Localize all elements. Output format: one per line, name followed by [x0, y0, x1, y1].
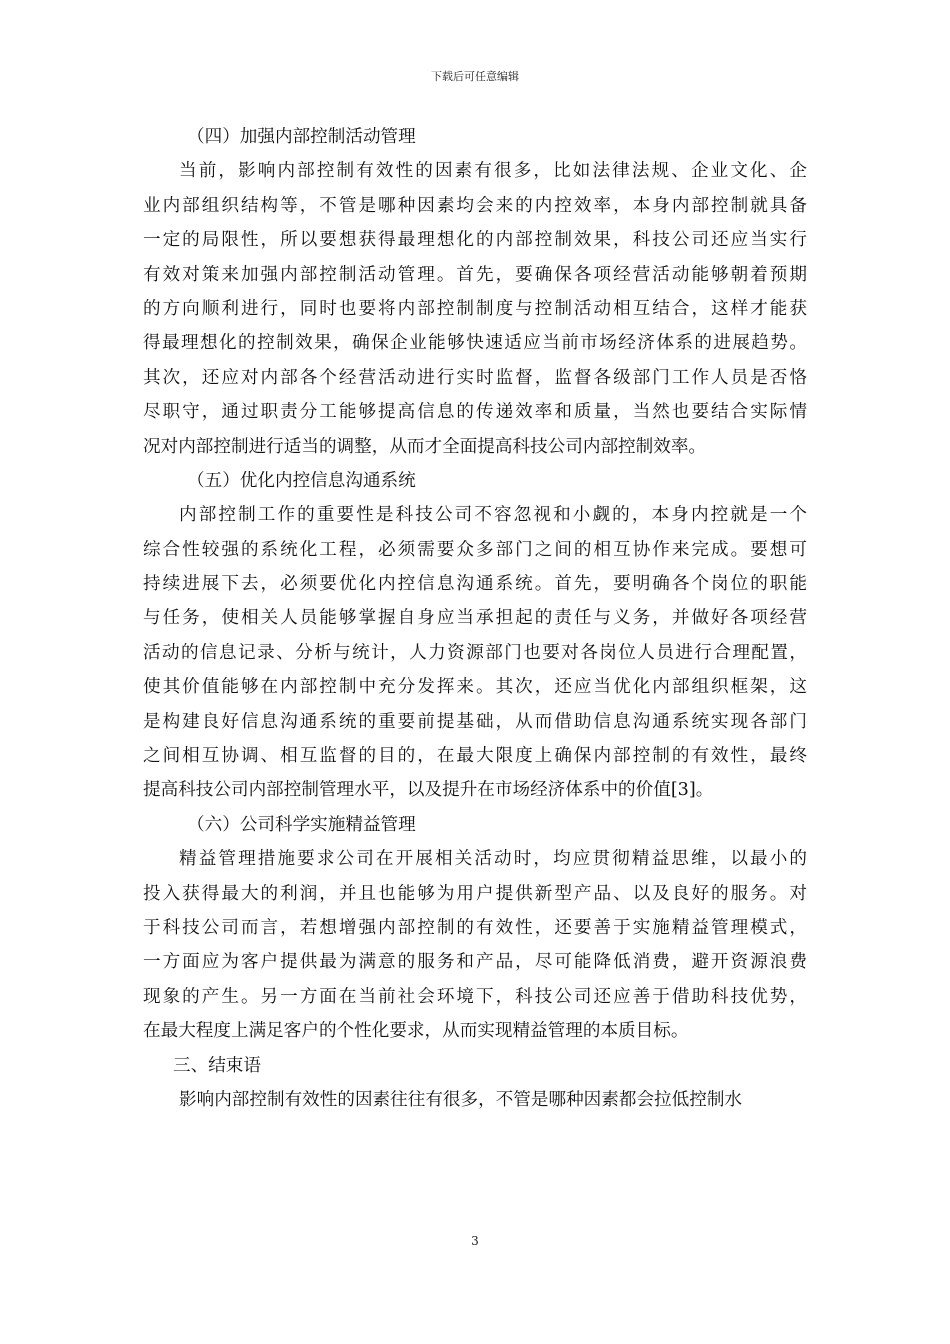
paragraph-line: 内部控制工作的重要性是科技公司不容忽视和小觑的，本身内控就是一个: [179, 505, 807, 526]
paragraph-line: 其次，还应对内部各个经营活动进行实时监督，监督各级部门工作人员是否恪: [143, 367, 807, 388]
paragraph-line: 影响内部控制有效性的因素往往有很多，不管是哪种因素都会拉低控制水: [179, 1089, 743, 1110]
document-body: [143, 120, 807, 1117]
paragraph-line: 一方面应为客户提供最为满意的服务和产品，尽可能降低消费，避开资源浪费: [143, 952, 807, 973]
paragraph-line: 提高科技公司内部控制管理水平，以及提升在市场经济体系中的价值[3]。: [143, 780, 714, 801]
page-header: 下载后可任意编辑: [431, 70, 519, 83]
paragraph-line: 使其价值能够在内部控制中充分发挥来。其次，还应当优化内部组织框架，这: [143, 677, 807, 698]
paragraph-line: 之间相互协调、相互监督的目的，在最大限度上确保内部控制的有效性，最终: [143, 746, 807, 767]
paragraph-line: 一定的局限性，所以要想获得最理想化的内部控制效果，科技公司还应当实行: [143, 230, 807, 251]
conclusion-heading: 三、结束语: [173, 1055, 261, 1076]
paragraph-line: 业内部组织结构等，不管是哪种因素均会来的内控效率，本身内部控制就具备: [143, 195, 807, 216]
paragraph-line: 当前，影响内部控制有效性的因素有很多，比如法律法规、企业文化、企: [179, 161, 807, 182]
paragraph-line: 与任务，使相关人员能够掌握自身应当承担起的责任与义务，并做好各项经营: [143, 608, 807, 629]
paragraph-line: 持续进展下去，必须要优化内控信息沟通系统。首先，要明确各个岗位的职能: [143, 574, 807, 595]
paragraph-line: 尽职守，通过职责分工能够提高信息的传递效率和质量，当然也要结合实际情: [143, 402, 807, 423]
paragraph-line: 有效对策来加强内部控制活动管理。首先，要确保各项经营活动能够朝着预期: [143, 264, 807, 285]
paragraph-line: 现象的产生。另一方面在当前社会环境下，科技公司还应善于借助科技优势，: [143, 986, 807, 1007]
section-heading: （六）公司科学实施精益管理: [187, 814, 416, 835]
paragraph-line: 在最大程度上满足客户的个性化要求，从而实现精益管理的本质目标。: [143, 1021, 689, 1042]
paragraph-line: 综合性较强的系统化工程，必须需要众多部门之间的相互协作来完成。要想可: [143, 539, 807, 560]
paragraph-line: 投入获得最大的利润，并且也能够为用户提供新型产品、以及良好的服务。对: [143, 883, 807, 904]
section-heading: （四）加强内部控制活动管理: [187, 127, 416, 147]
paragraph-line: 于科技公司而言，若想增强内部控制的有效性，还要善于实施精益管理模式，: [143, 917, 807, 938]
paragraph-line: 得最理想化的控制效果，确保企业能够快速适应当前市场经济体系的进展趋势。: [143, 333, 807, 354]
page-number: 3: [471, 1234, 479, 1248]
paragraph-line: 精益管理措施要求公司在开展相关活动时，均应贯彻精益思维，以最小的: [179, 849, 807, 870]
paragraph-line: 况对内部控制进行适当的调整，从而才全面提高科技公司内部控制效率。: [143, 436, 707, 457]
paragraph-line: 活动的信息记录、分析与统计，人力资源部门也要对各岗位人员进行合理配置，: [143, 642, 807, 663]
section-heading: （五）优化内控信息沟通系统: [187, 470, 416, 491]
paragraph-line: 的方向顺利进行，同时也要将内部控制制度与控制活动相互结合，这样才能获: [143, 298, 807, 319]
paragraph-line: 是构建良好信息沟通系统的重要前提基础，从而借助信息沟通系统实现各部门: [143, 711, 807, 732]
